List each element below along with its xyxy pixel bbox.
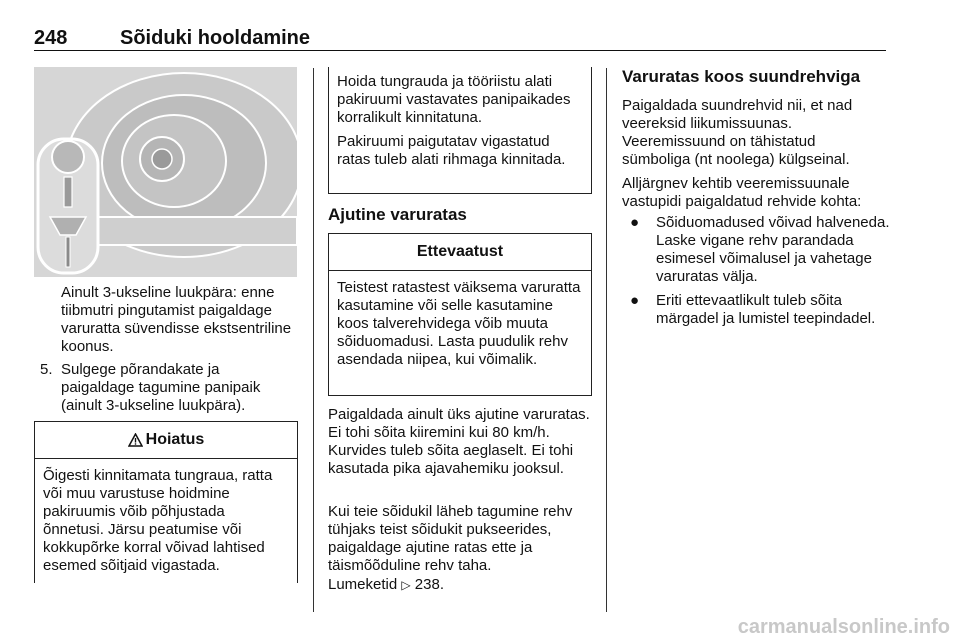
caution-title: Ettevaatust: [416, 243, 504, 260]
figure-caption: Ainult 3-ukseline luukpära: enne tiibmutri pingutamist paigaldage varuratta süvendisse ekstsentriline koonus.: [61, 284, 292, 355]
caution-text: Teistest ratastest väiksema varuratta kasutamine või selle kasutamine koos talverehvidega võib muuta sõiduomadusi. Lasta puudulik rehv asendada niipea, kui võimalik.: [337, 279, 581, 368]
temporary-spare-paragraph-2: Kui teie sõidukil läheb tagumine rehv tühjaks teist sõidukit pukseerides, paigaldage ajutine ratas ette ja täismõõduline rehv taha.: [328, 503, 573, 574]
reference-text: Lumeketid: [328, 576, 398, 593]
step-number: 5.: [40, 361, 53, 378]
warning-title: Hoiatus: [145, 431, 205, 448]
caution-box: [328, 233, 592, 396]
temporary-spare-paragraph-1: Paigaldada ainult üks ajutine varuratas. Ei tohi sõita kiiremini kui 80 km/h. Kurvides tuleb sõita aeglaselt. Ei tohi kasutada pika ajavahemiku jooksul.: [328, 406, 590, 477]
section-title-directional-spare: Varuratas koos suundrehviga: [622, 67, 861, 86]
warning-header: [35, 422, 297, 459]
page-reference-arrow-icon: ▷: [401, 578, 411, 592]
header-rule: [34, 50, 886, 51]
caution-header: [329, 234, 591, 271]
watermark: carmanualsonline.info: [737, 616, 950, 638]
reference-page-link[interactable]: 238.: [414, 576, 444, 593]
bullet-dot: ●: [630, 292, 640, 309]
directional-paragraph-1: Paigaldada suundrehvid nii, et nad veereksid liikumissuunas. Veeremissuund on tähistatud sümboliga (nt noolega) külgseinal.: [622, 97, 853, 168]
warning-cont-p1: Hoida tungrauda ja tööriistu alati pakiruumi vastavates panipaikades korralikult kinnitatuna.: [337, 73, 571, 126]
directional-paragraph-2: Alljärgnev kehtib veeremissuunale vastupidi paigaldatud rehvide kohta:: [622, 175, 862, 210]
warning-box-continued: [328, 67, 592, 194]
snow-chains-reference: [328, 576, 590, 594]
page-title: Sõiduki hooldamine: [120, 27, 311, 49]
warning-cont-p2: Pakiruumi paigutatav vigastatud ratas tuleb alati rihmaga kinnitada.: [337, 133, 566, 168]
warning-body: [35, 459, 297, 575]
warning-triangle-icon: [128, 433, 143, 447]
caution-body: [329, 271, 591, 369]
column-divider-1: [313, 68, 314, 612]
spare-wheel-illustration: [34, 67, 297, 277]
step-text: Sulgege põrandakate ja paigaldage tagumine panipaik (ainult 3-ukseline luukpära).: [61, 361, 261, 414]
column-divider-2: [606, 68, 607, 612]
list-item-text: Eriti ettevaatlikult tuleb sõita märgadel ja lumistel teepindadel.: [656, 292, 876, 327]
warning-box: [34, 421, 298, 583]
page-number: 248: [34, 27, 68, 49]
warning-text: Õigesti kinnitamata tungraua, ratta või muu varustuse hoidmine pakiruumis võib põhjustada õnnetusi. Järsu peatumise või kokkupõrke korral võivad lahtised esemed sõitjaid vigastada.: [43, 467, 273, 574]
spare-wheel-drawing: [34, 67, 297, 277]
bullet-dot: ●: [630, 214, 640, 231]
list-item-text: Sõiduomadused võivad halveneda. Laske vigane rehv parandada esimesel võimalusel ja vahetage varuratas välja.: [656, 214, 890, 285]
section-title-temporary-spare: Ajutine varuratas: [328, 205, 467, 224]
